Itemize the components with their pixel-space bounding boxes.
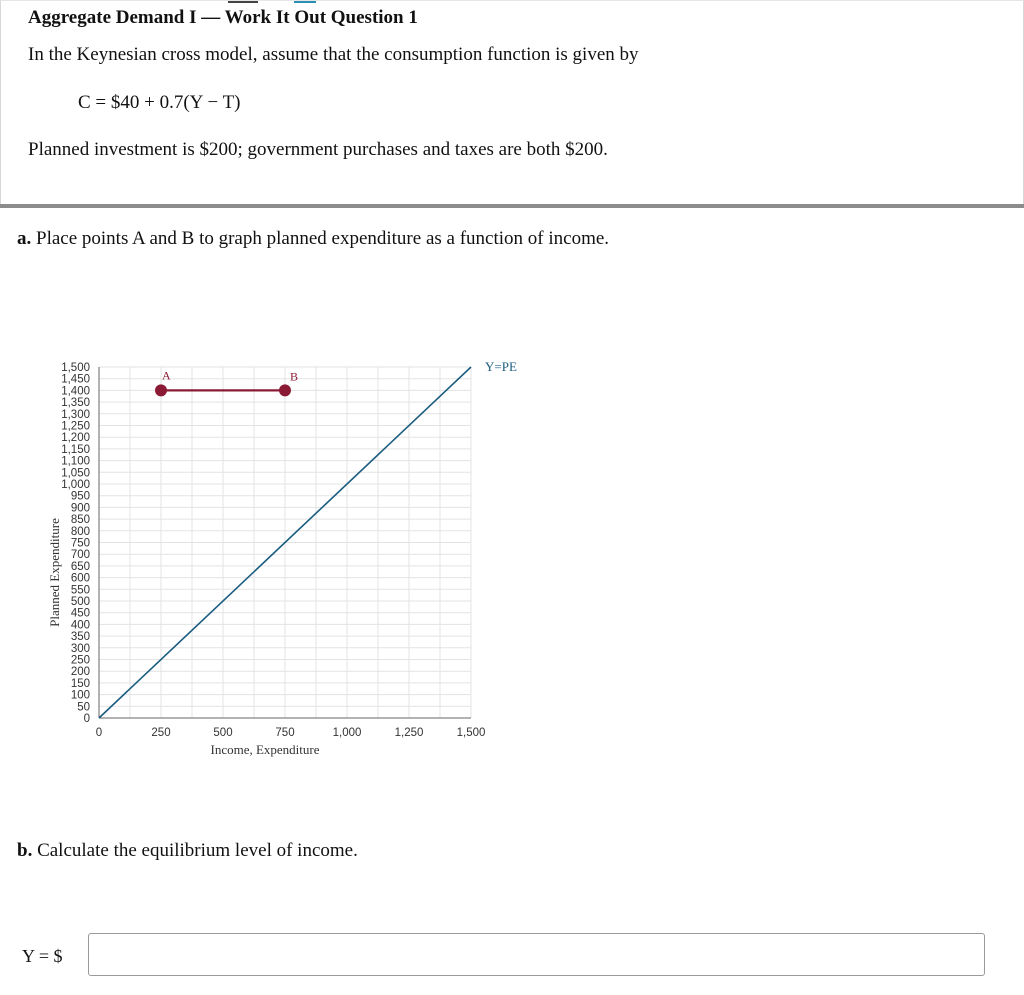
y-tick-label: 350 [70,631,90,644]
y-tick-label: 1,250 [61,420,90,433]
x-tick-label: 500 [213,727,233,739]
point-a-label: A [162,368,171,383]
x-tick-label: 1,250 [394,727,424,739]
y-tick-label: 400 [70,619,90,632]
y-tick-label: 900 [70,502,90,515]
x-tick-label: 750 [275,727,295,739]
points[interactable] [155,368,298,396]
answer-label: Y = $ [22,946,63,966]
part-b-label: b. [17,840,33,861]
y-tick-label: 850 [70,514,90,527]
section-divider [0,204,1024,208]
y-tick-label: 600 [70,572,90,585]
y-tick-label: 700 [70,549,90,562]
y-tick-label: 1,500 [61,362,90,374]
y-tick-label: 750 [70,537,90,550]
x-tick-label: 1,500 [456,727,486,739]
consumption-function: C = $40 + 0.7(Y − T) [78,92,241,113]
x-tick-label: 250 [151,727,171,739]
y-tick-label: 550 [70,584,90,597]
question-intro: In the Keynesian cross model, assume that the consumption function is given by [28,44,639,65]
part-b-prompt [17,840,358,862]
y-tick-label: 300 [70,642,90,655]
part-b-text: Calculate the equilibrium level of income. [37,840,358,861]
equilibrium-income-input[interactable] [88,933,985,976]
y-tick-label: 1,450 [61,373,90,386]
y-tick-label: 1,150 [61,443,90,456]
y-tick-label: 500 [70,596,90,608]
keynesian-cross-graph[interactable] [0,340,560,770]
question-given: Planned investment is $200; government purchases and taxes are both $200. [28,139,608,160]
y-tick-label: 950 [70,490,90,503]
y-tick-label: 250 [70,654,90,667]
part-a-label: a. [17,228,32,249]
y-tick-label: 1,300 [61,408,90,421]
y-equals-pe-label: Y=PE [485,359,517,374]
y-axis-title: Planned Expenditure [47,518,62,627]
x-tick-label: 1,000 [332,727,362,739]
part-a-prompt [17,228,609,250]
x-tick-label: 0 [95,727,103,739]
y-tick-label: 1,200 [61,432,90,445]
y-tick-label: 200 [70,666,90,679]
y-tick-label: 1,000 [61,479,90,491]
y-tick-label: 1,100 [61,455,90,468]
point-b-label: B [290,369,299,384]
question-panel [0,0,1024,204]
y-tick-label: 100 [70,689,90,702]
y-tick-label: 50 [77,701,90,714]
y-tick-label: 1,050 [61,467,90,480]
point-a[interactable] [155,384,167,396]
y-tick-label: 450 [70,607,90,620]
point-b[interactable] [279,384,291,396]
y-tick-label: 800 [70,525,90,538]
question-title: Aggregate Demand I — Work It Out Question 1 [28,7,418,28]
y-tick-label: 1,350 [61,397,90,410]
y-tick-label: 1,400 [61,385,90,398]
part-a-text: Place points A and B to graph planned expenditure as a function of income. [36,228,610,249]
y-tick-label: 0 [83,713,90,725]
y-tick-label: 650 [70,560,90,573]
x-axis-title: Income, Expenditure [210,742,320,757]
y-tick-label: 150 [70,677,90,690]
